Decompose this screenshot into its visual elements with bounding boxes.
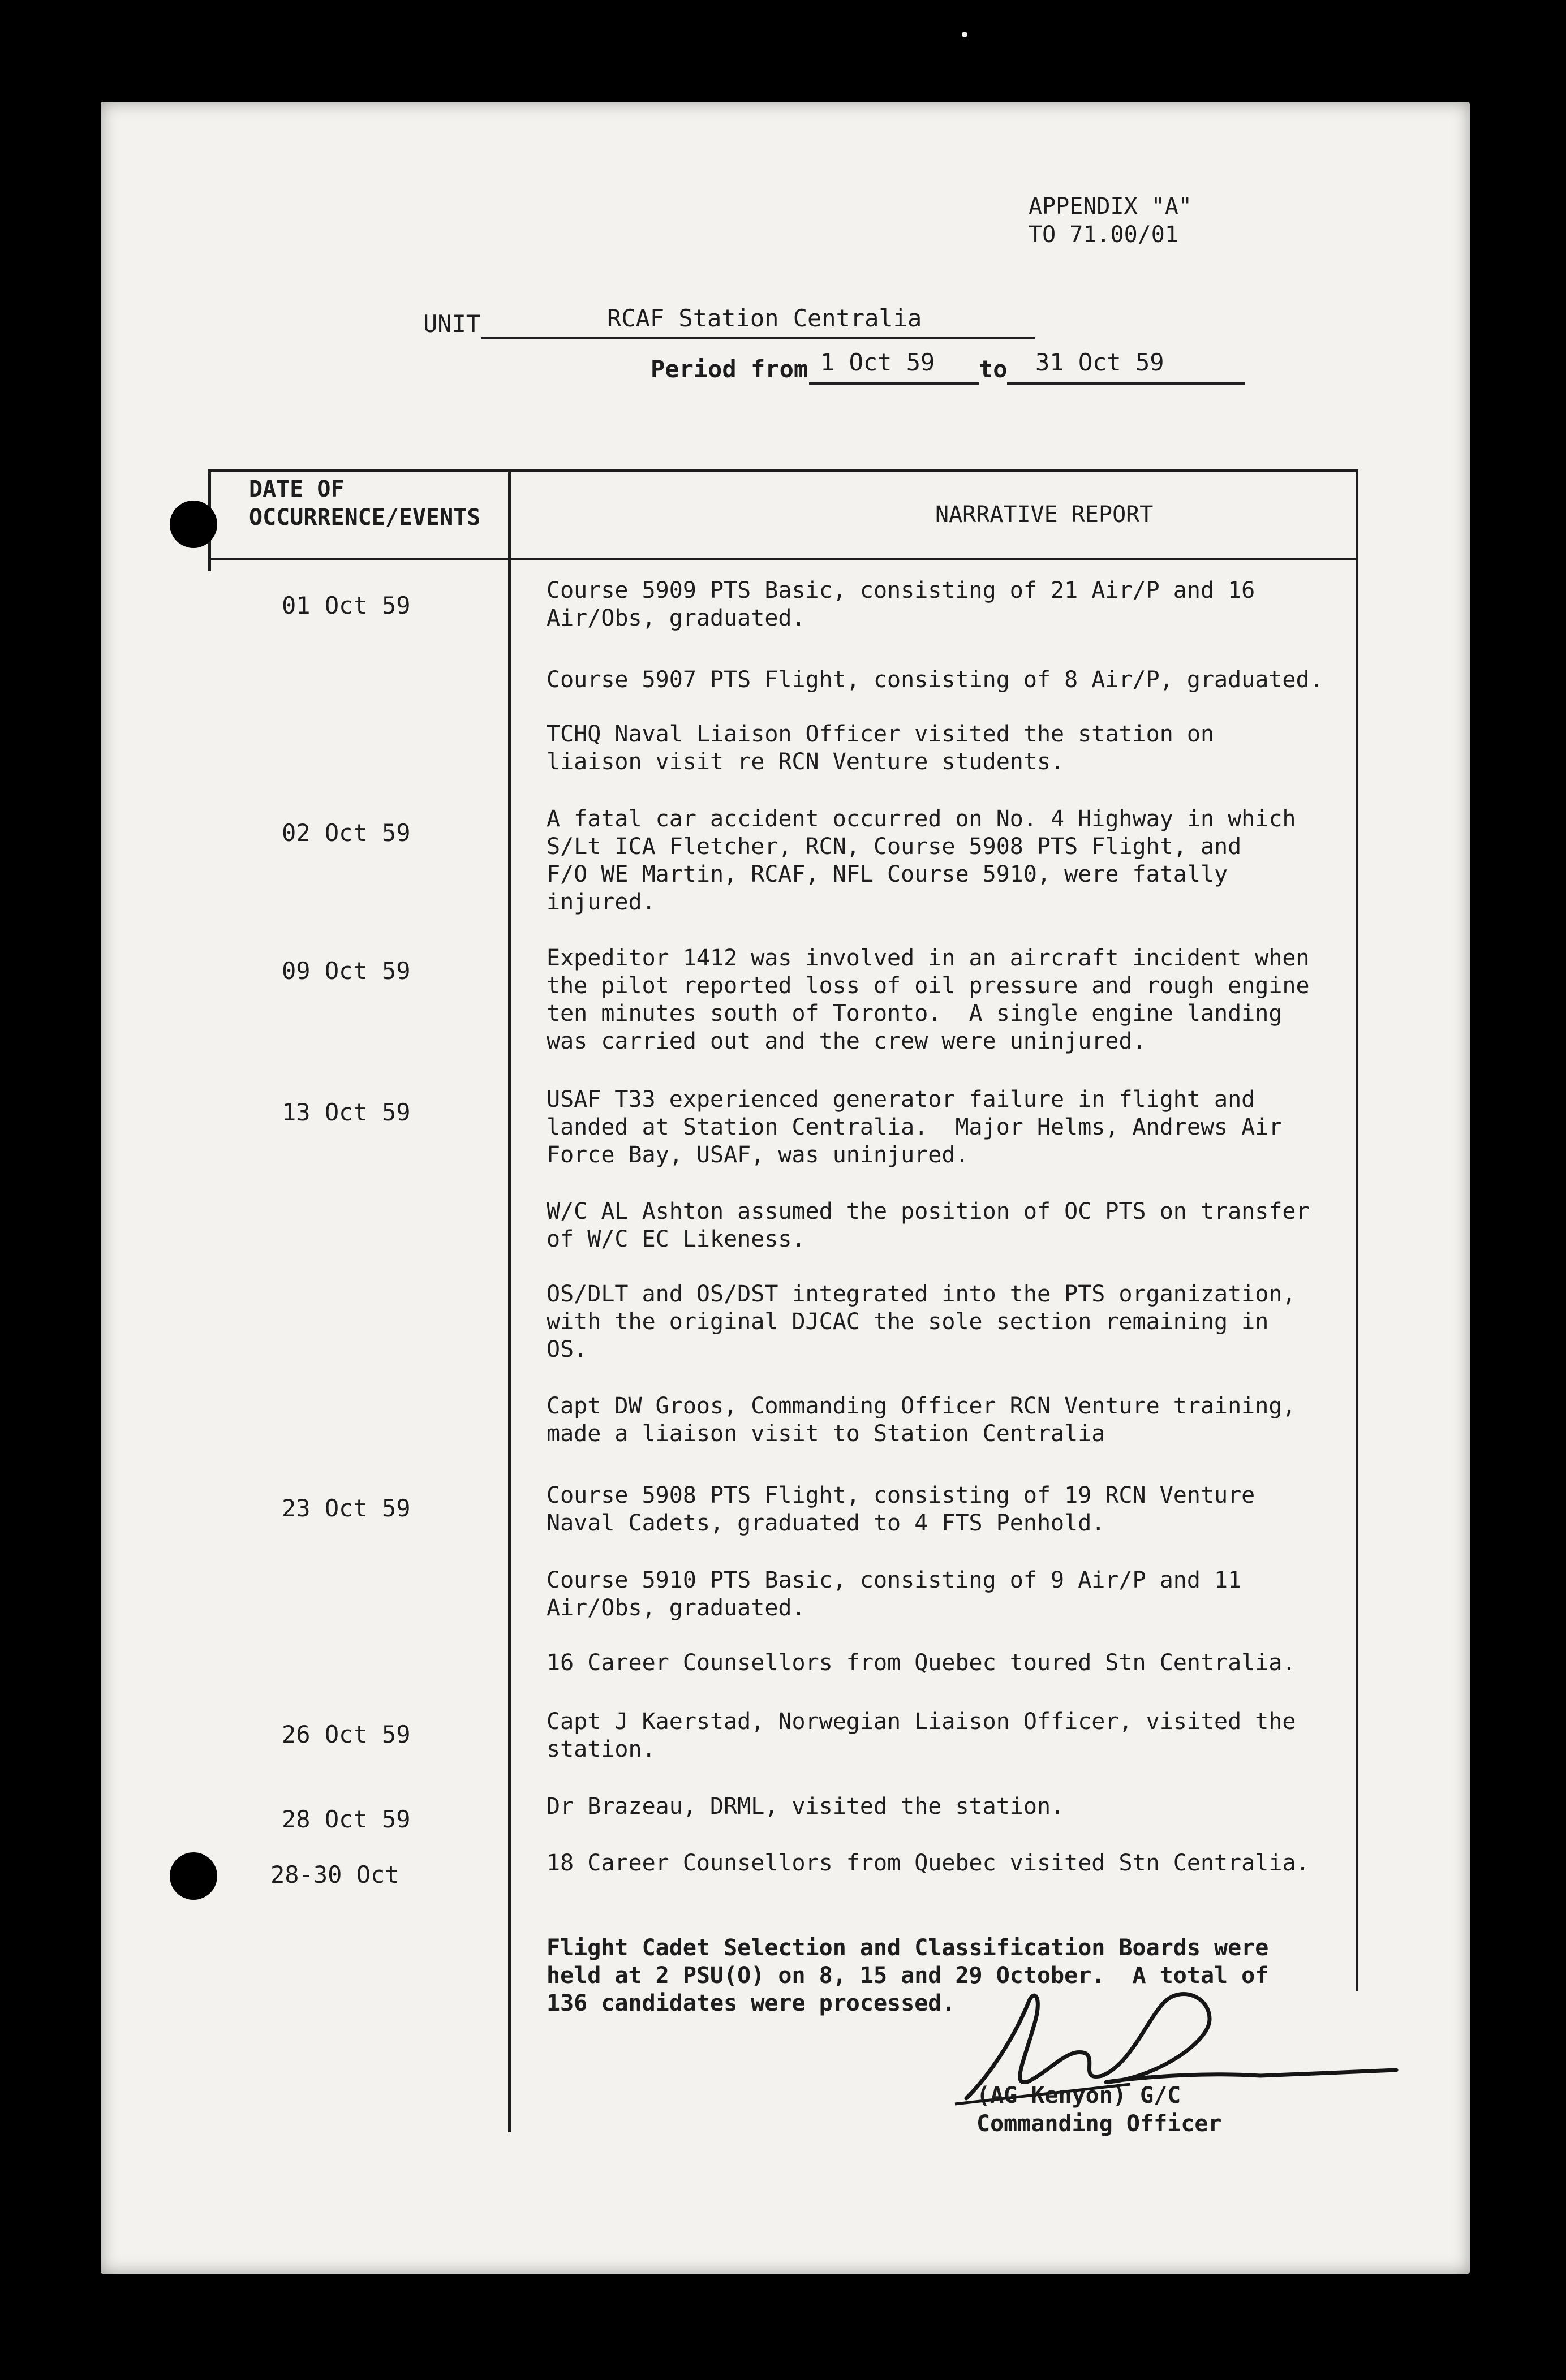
date-cell: 26 Oct 59 <box>282 1721 411 1748</box>
date-cell: 13 Oct 59 <box>282 1098 411 1126</box>
narrative-entry: 16 Career Counsellors from Quebec toured Stn Centralia. <box>547 1650 1296 1676</box>
table-column-divider <box>508 469 511 2132</box>
narrative-entry: A fatal car accident occurred on No. 4 Highway in which S/Lt ICA Fletcher, RCN, Course 5908 PTS Flight, and F/O WE Martin, RCAF, NFL Course 5910, were fatally injured. <box>547 806 1296 915</box>
narrative-column-header: NARRATIVE REPORT <box>935 502 1154 528</box>
film-speck <box>962 32 967 37</box>
appendix-reference <box>1029 192 1192 249</box>
unit-label: UNIT <box>423 310 481 338</box>
signatory-title: Commanding Officer <box>976 2111 1222 2137</box>
narrative-entry: OS/DLT and OS/DST integrated into the PTS organization, with the original DJCAC the sole section remaining in OS. <box>547 1281 1296 1363</box>
period-from-label: Period from <box>651 355 808 383</box>
appendix-line-1: APPENDIX "A" <box>1029 193 1192 219</box>
punch-hole <box>170 501 217 548</box>
narrative-entry: Course 5908 PTS Flight, consisting of 19 RCN Venture Naval Cadets, graduated to 4 FTS Penhold. <box>547 1482 1255 1536</box>
unit-value: RCAF Station Centralia <box>607 304 922 332</box>
narrative-entry: USAF T33 experienced generator failure in flight and landed at Station Centralia. Major Helms, Andrews Air Force Bay, USAF, was uninjured. <box>547 1086 1283 1168</box>
date-cell: 28-30 Oct <box>270 1861 399 1889</box>
narrative-entry: Expeditor 1412 was involved in an aircraft incident when the pilot reported loss of oil pressure and rough engine ten minutes south of Toronto. A single engine landing was carried out and the crew were uninjured. <box>547 945 1310 1054</box>
table-right-border <box>1356 469 1358 1991</box>
date-column-header <box>249 475 480 532</box>
date-header-line-1: DATE OF <box>249 476 345 502</box>
film-speck <box>1358 181 1366 189</box>
period-to-value: 31 Oct 59 <box>1035 348 1164 376</box>
document-page <box>101 102 1470 2274</box>
signatory-name: (AG Kenyon) G/C <box>976 2082 1181 2109</box>
period-from-value: 1 Oct 59 <box>820 348 935 376</box>
period-to-label: to <box>979 355 1008 383</box>
narrative-entry: Capt J Kaerstad, Norwegian Liaison Officer, visited the station. <box>547 1709 1296 1762</box>
narrative-entry: W/C AL Ashton assumed the position of OC PTS on transfer of W/C EC Likeness. <box>547 1198 1310 1252</box>
date-cell: 09 Oct 59 <box>282 957 411 985</box>
appendix-line-2: TO 71.00/01 <box>1029 222 1178 248</box>
date-cell: 28 Oct 59 <box>282 1805 411 1833</box>
date-header-line-2: OCCURRENCE/EVENTS <box>249 505 481 531</box>
narrative-entry: 18 Career Counsellors from Quebec visited Stn Centralia. <box>547 1850 1310 1876</box>
film-speck <box>215 148 224 156</box>
punch-hole <box>170 1852 217 1900</box>
narrative-entry: Course 5909 PTS Basic, consisting of 21 Air/P and 16 Air/Obs, graduated. <box>547 577 1255 631</box>
date-cell: 02 Oct 59 <box>282 819 411 847</box>
narrative-entry-boards: Flight Cadet Selection and Classification Boards were held at 2 PSU(O) on 8, 15 and 29 October. A total of 136 candidates were processed. <box>547 1935 1269 2016</box>
signature-block <box>976 2081 1221 2138</box>
narrative-entry: Dr Brazeau, DRML, visited the station. <box>547 1793 1065 1820</box>
date-cell: 01 Oct 59 <box>282 592 411 619</box>
table-header-divider <box>208 558 1358 560</box>
narrative-entry: TCHQ Naval Liaison Officer visited the station on liaison visit re RCN Venture students. <box>547 721 1215 775</box>
narrative-entry: Course 5907 PTS Flight, consisting of 8 Air/P, graduated. <box>547 667 1323 693</box>
narrative-entry: Course 5910 PTS Basic, consisting of 9 Air/P and 11 Air/Obs, graduated. <box>547 1567 1242 1621</box>
date-cell: 23 Oct 59 <box>282 1494 411 1522</box>
narrative-entry: Capt DW Groos, Commanding Officer RCN Venture training, made a liaison visit to Station Centralia <box>547 1393 1296 1447</box>
film-speck <box>136 153 144 159</box>
unit-row <box>423 310 480 338</box>
